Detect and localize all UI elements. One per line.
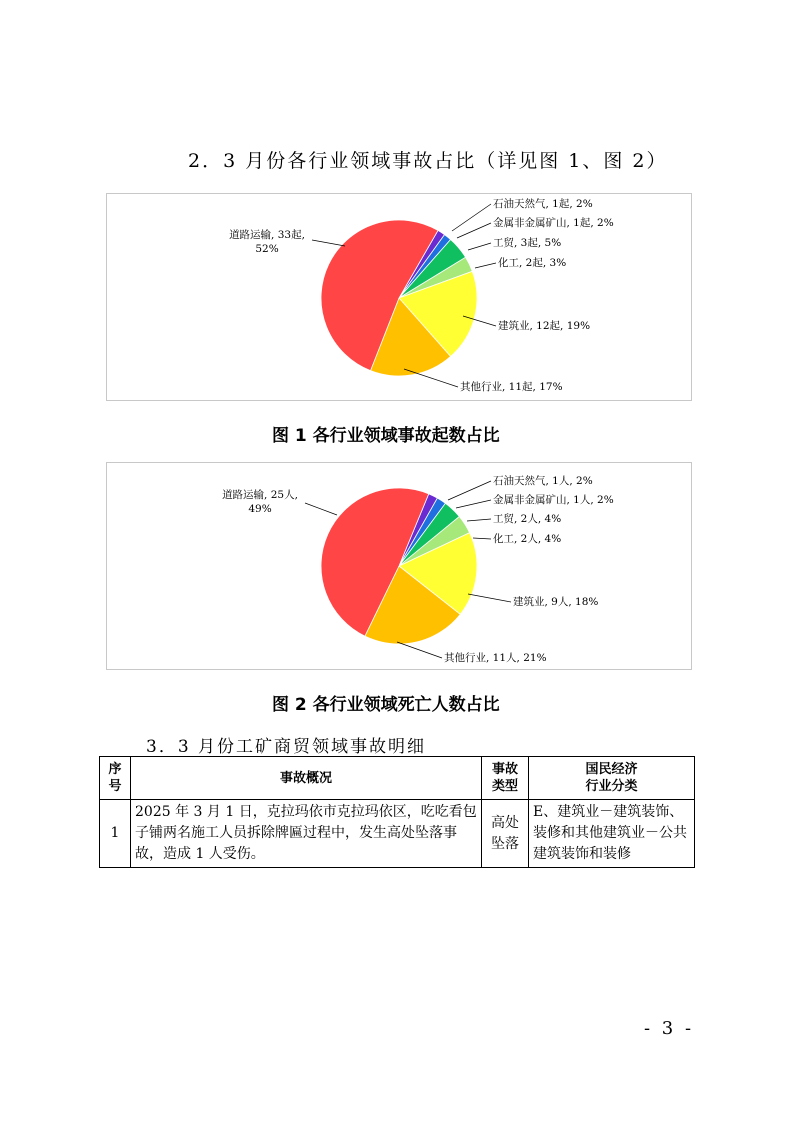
data-label-other-industry: 其他行业, 11起, 17% xyxy=(460,381,563,393)
data-label-oil-gas: 石油天然气, 1人, 2% xyxy=(493,475,593,487)
leader-line-road-transport xyxy=(312,240,345,246)
data-label-chemical: 化工, 2人, 4% xyxy=(493,533,562,545)
leader-line-other-industry xyxy=(397,642,442,658)
leader-line-metal-mining xyxy=(457,223,491,238)
data-label-oil-gas: 石油天然气, 1起, 2% xyxy=(493,198,593,210)
chart-2-pie xyxy=(107,463,691,669)
leader-line-oil-gas xyxy=(448,481,491,500)
leader-line-construction xyxy=(468,594,511,602)
cell-industry: E、建筑业－建筑装饰、装修和其他建筑业－公共建筑装饰和装修 xyxy=(529,800,695,868)
leader-line-chemical xyxy=(473,538,491,539)
data-label-metal-mining: 金属非金属矿山, 1起, 2% xyxy=(493,217,614,229)
chart-1-pie xyxy=(107,194,691,400)
data-label-road-transport: 道路运输, 25人, 49% xyxy=(222,489,298,515)
table-header-row xyxy=(100,757,695,800)
leader-line-chemical xyxy=(475,263,496,268)
chart-2-frame xyxy=(106,462,692,670)
leader-line-metal-mining xyxy=(456,500,491,508)
data-label-other-industry: 其他行业, 11人, 21% xyxy=(444,652,547,664)
leader-line-industry-trade xyxy=(467,519,491,521)
cell-no: 1 xyxy=(100,800,131,868)
leader-line-industry-trade xyxy=(468,243,491,250)
leader-line-oil-gas xyxy=(452,204,491,231)
col-header-no: 序 号 xyxy=(100,757,131,800)
leader-line-road-transport xyxy=(305,503,337,515)
col-header-type: 事故 类型 xyxy=(482,757,529,800)
data-label-road-transport: 道路运输, 33起, 52% xyxy=(229,229,305,255)
data-label-chemical: 化工, 2起, 3% xyxy=(498,257,567,269)
accident-table xyxy=(99,756,695,868)
section-3-heading: 3．3 月份工矿商贸领域事故明细 xyxy=(146,737,427,757)
cell-summary: 2025 年 3 月 1 日，克拉玛依市克拉玛依区，吃吃看包子铺两名施工人员拆除牌匾过程中，发生高处坠落事故，造成 1 人受伤。 xyxy=(131,800,482,868)
data-label-industry-trade: 工贸, 2人, 4% xyxy=(493,513,562,525)
page-number: - 3 - xyxy=(644,1018,695,1039)
data-label-construction: 建筑业, 9人, 18% xyxy=(513,596,599,608)
cell-type: 高处坠落 xyxy=(482,800,529,868)
chart-1-frame xyxy=(106,193,692,401)
col-header-industry: 国民经济 行业分类 xyxy=(529,757,695,800)
data-label-industry-trade: 工贸, 3起, 5% xyxy=(493,237,562,249)
data-label-construction: 建筑业, 12起, 19% xyxy=(498,320,591,332)
figure-2-caption: 图 2 各行业领域死亡人数占比 xyxy=(272,695,500,715)
leader-line-other-industry xyxy=(404,369,458,387)
col-header-summary: 事故概况 xyxy=(131,757,482,800)
section-2-heading: 2．3 月份各行业领域事故占比（详见图 1、图 2） xyxy=(188,150,668,172)
table-row xyxy=(100,800,695,868)
data-label-metal-mining: 金属非金属矿山, 1人, 2% xyxy=(493,494,614,506)
figure-1-caption: 图 1 各行业领域事故起数占比 xyxy=(272,426,500,446)
